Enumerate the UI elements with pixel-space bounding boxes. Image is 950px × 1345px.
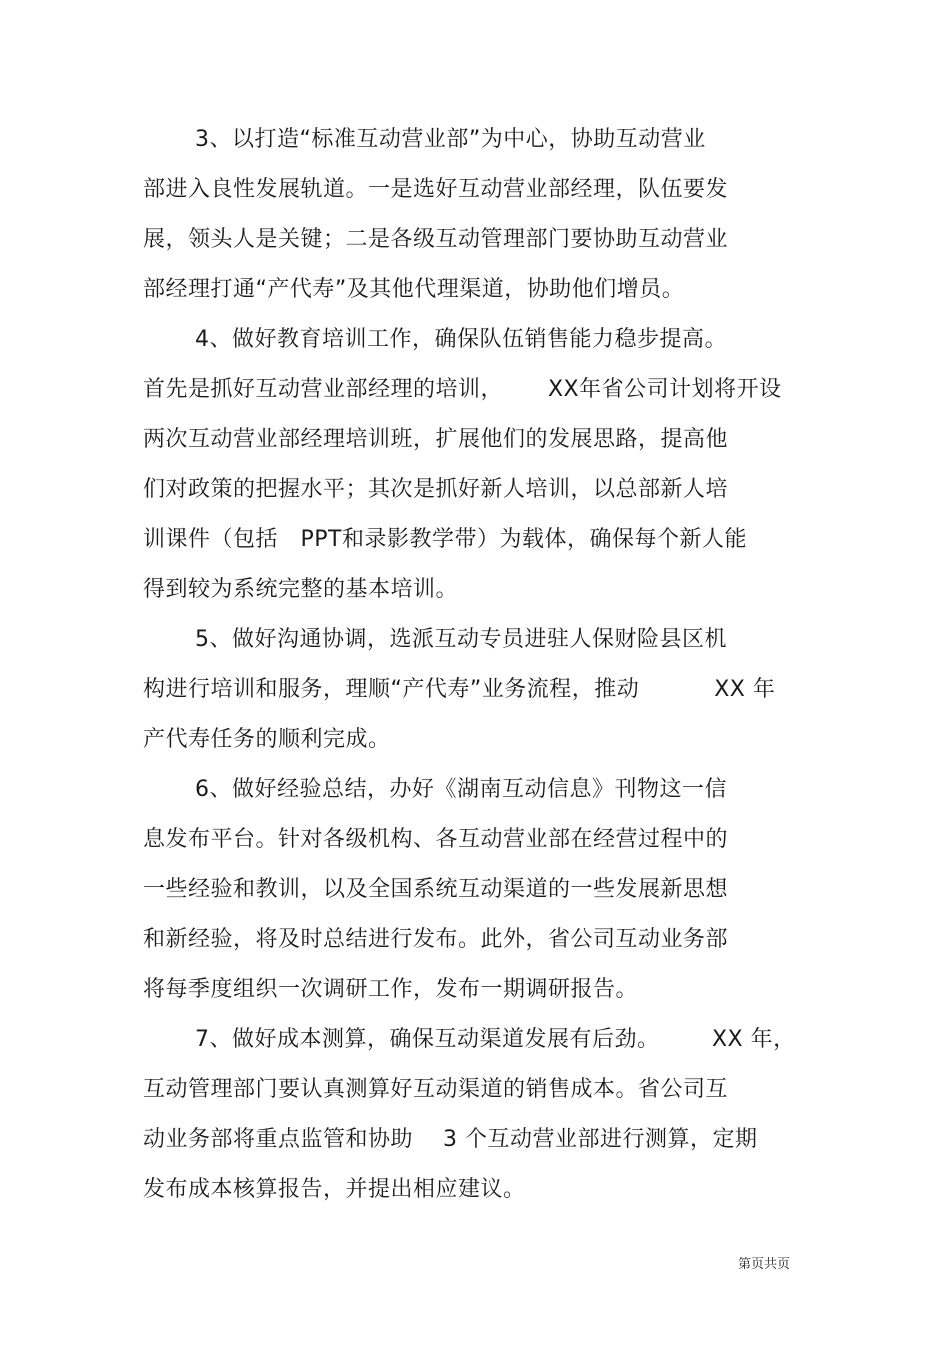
text-line: 3、以打造“标准互动营业部”为中心，协助互动营业 — [195, 127, 706, 152]
text-line: 将每季度组织一次调研工作，发布一期调研报告。 — [143, 977, 639, 1002]
page-number-footer: 第页共页 — [738, 1257, 791, 1272]
text-line: 息发布平台。针对各级机构、各互动营业部在经营过程中的 — [143, 827, 729, 852]
text-line: 和新经验，将及时总结进行发布。此外，省公司互动业务部 — [143, 927, 729, 952]
text-line: 互动管理部门要认真测算好互动渠道的销售成本。省公司互 — [143, 1077, 729, 1102]
text-line: 部经理打通“产代寿”及其他代理渠道，协助他们增员。 — [143, 277, 685, 302]
text-line: 6、做好经验总结，办好《湖南互动信息》刊物这一信 — [195, 777, 727, 802]
text-line: 构进行培训和服务，理顺“产代寿”业务流程，推动 XX 年 — [143, 677, 776, 702]
text-line: 得到较为系统完整的基本培训。 — [143, 577, 459, 602]
text-line: 产代寿任务的顺利完成。 — [143, 727, 391, 752]
text-line: 训课件（包括 PPT和录影教学带）为载体，确保每个新人能 — [143, 527, 747, 552]
text-line: 两次互动营业部经理培训班，扩展他们的发展思路，提高他 — [143, 427, 729, 452]
text-line: 4、做好教育培训工作，确保队伍销售能力稳步提高。 — [195, 327, 727, 352]
text-line: 一些经验和教训，以及全国系统互动渠道的一些发展新思想 — [143, 877, 729, 902]
text-line: 首先是抓好互动营业部经理的培训， XX年省公司计划将开设 — [143, 377, 782, 402]
text-line: 7、做好成本测算，确保互动渠道发展有后劲。 XX 年， — [195, 1027, 796, 1052]
text-line: 们对政策的把握水平；其次是抓好新人培训，以总部新人培 — [143, 477, 729, 502]
text-line: 展，领头人是关键；二是各级互动管理部门要协助互动营业 — [143, 227, 729, 252]
text-line: 动业务部将重点监管和协助 3 个互动营业部进行测算，定期 — [143, 1127, 758, 1152]
text-line: 5、做好沟通协调，选派互动专员进驻人保财险县区机 — [195, 627, 727, 652]
text-line: 部进入良性发展轨道。一是选好互动营业部经理，队伍要发 — [143, 177, 729, 202]
text-line: 发布成本核算报告，并提出相应建议。 — [143, 1177, 526, 1202]
